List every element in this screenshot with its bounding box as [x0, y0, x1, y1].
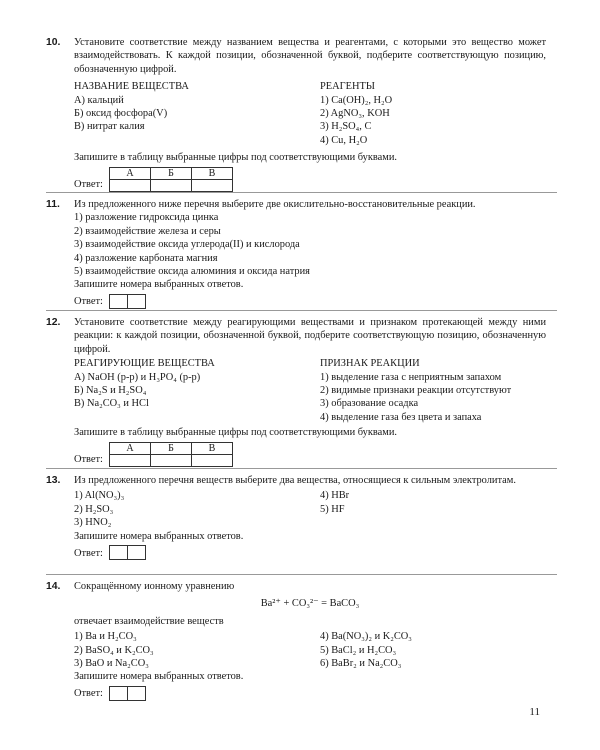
divider [46, 574, 557, 575]
list-item: А) кальций [74, 94, 124, 106]
task-text-continued: отвечает взаимодействие веществ [74, 615, 224, 627]
answer-cell[interactable] [191, 454, 232, 466]
list-item: 5) HF [320, 503, 345, 515]
divider [46, 310, 557, 311]
answer-boxes[interactable] [109, 686, 146, 701]
answer-cell[interactable] [150, 179, 191, 191]
instruction: Запишите номера выбранных ответов. [74, 671, 244, 683]
table-header: А [109, 167, 150, 179]
task-text: Установите соответствие между реагирующими веществами и признаком протекающей между ними реакции: к каждой позиции, обозначенной буквой, подберите соответствующую позицию, обозначенную цифрой. [74, 317, 546, 355]
list-item: 3) H₂SO₄, C [320, 121, 372, 133]
list-item: 1) Al(NO₃)₃ [74, 490, 125, 502]
task-text: Из предложенного перечня веществ выберите два вещества, относящиеся к сильным электролитам. [74, 475, 516, 486]
answer-row [74, 545, 546, 560]
task-text: Установите соответствие между названием вещества и реагентами, с которыми это вещество может взаимодействовать. К каждой позиции, обозначенной буквой, подберите соответствующую позицию, обозначенную цифрой. [74, 37, 546, 75]
instruction: Запишите номера выбранных ответов. [74, 530, 244, 542]
answer-cell[interactable] [191, 179, 232, 191]
divider [46, 468, 557, 469]
list-item: 1) Ba и H₂CO₃ [74, 631, 137, 643]
list-item: 3) BaO и Na₂CO₃ [74, 658, 149, 670]
answer-label: Ответ: [74, 296, 103, 308]
task-number: 13. [46, 475, 61, 486]
divider [46, 192, 557, 193]
instruction: Запишите в таблицу выбранные цифры под соответствующими буквами. [74, 427, 398, 439]
table-header: Б [150, 442, 191, 454]
answer-row [74, 167, 546, 192]
instruction: Запишите номера выбранных ответов. [74, 279, 244, 291]
list-item: 2) взаимодействие железа и серы [74, 225, 221, 237]
answer-boxes[interactable] [109, 545, 146, 560]
left-header: РЕАГИРУЮЩИЕ ВЕЩЕСТВА [74, 358, 215, 370]
list-item: 3) образование осадка [320, 398, 419, 410]
answer-table [109, 167, 233, 192]
list-item: В) нитрат калия [74, 121, 145, 133]
list-item: 1) выделение газа с неприятным запахом [320, 371, 502, 383]
task-text: Из предложенного ниже перечня выберите две окислительно-восстановительные реакции. [74, 199, 476, 210]
list-item: 5) BaCl₂ и H₂CO₃ [320, 644, 397, 656]
task-number: 10. [46, 37, 61, 48]
ionic-equation: Ba²⁺ + CO₃²⁻ = BaCO₃ [260, 598, 360, 610]
answer-row [74, 294, 546, 309]
table-header: В [191, 442, 232, 454]
list-item: 4) Cu, H₂O [320, 134, 368, 146]
list-item: 3) HNO₂ [74, 517, 112, 529]
task-number: 12. [46, 317, 61, 328]
list-item: 4) разложение карбоната магния [74, 252, 218, 264]
answer-table [109, 442, 233, 467]
task-11 [46, 198, 546, 309]
page-number: 11 [529, 706, 540, 718]
list-item: А) NaOH (р-р) и H₃PO₄ (р-р) [74, 371, 201, 383]
instruction: Запишите в таблицу выбранные цифры под соответствующими буквами. [74, 152, 398, 164]
answer-boxes[interactable] [109, 294, 146, 309]
task-12 [46, 316, 546, 467]
answer-cell[interactable] [109, 454, 150, 466]
table-header: Б [150, 167, 191, 179]
answer-label: Ответ: [74, 454, 103, 466]
list-item: 4) HBr [320, 490, 350, 502]
list-item: 4) выделение газа без цвета и запаха [320, 411, 482, 423]
right-header: РЕАГЕНТЫ [320, 81, 375, 93]
table-header: А [109, 442, 150, 454]
list-item: 2) BaSO₄ и K₂CO₃ [74, 644, 154, 656]
right-header: ПРИЗНАК РЕАКЦИИ [320, 358, 420, 370]
list-item: 6) BaBr₂ и Na₂CO₃ [320, 658, 402, 670]
list-item: Б) Na₂S и H₂SO₄ [74, 385, 147, 397]
task-13 [46, 474, 546, 560]
answer-label: Ответ: [74, 688, 103, 700]
list-item: 2) AgNO₃, KOH [320, 108, 390, 120]
list-item: Б) оксид фосфора(V) [74, 108, 168, 120]
answer-row [74, 442, 546, 467]
list-item: 1) разложение гидроксида цинка [74, 212, 219, 224]
list-item: 1) Ca(OH)₂, H₂O [320, 94, 393, 106]
task-14 [46, 580, 546, 701]
answer-label: Ответ: [74, 179, 103, 191]
list-item: 3) взаимодействие оксида углерода(II) и кислорода [74, 239, 300, 251]
task-text: Сокращённому ионному уравнению [74, 581, 235, 592]
list-item: 5) взаимодействие оксида алюминия и оксида натрия [74, 266, 310, 278]
list-item: 4) Ba(NO₃)₂ и K₂CO₃ [320, 631, 412, 643]
task-10 [46, 36, 546, 192]
list-item: В) Na₂CO₃ и HCl [74, 398, 149, 410]
answer-row [74, 686, 546, 701]
answer-label: Ответ: [74, 547, 103, 559]
list-item: 2) видимые признаки реакции отсутствуют [320, 385, 512, 397]
left-header: НАЗВАНИЕ ВЕЩЕСТВА [74, 81, 189, 93]
table-header: В [191, 167, 232, 179]
list-item: 2) H₂SO₃ [74, 503, 114, 515]
answer-cell[interactable] [150, 454, 191, 466]
task-number: 14. [46, 581, 61, 592]
task-number: 11. [46, 199, 60, 210]
answer-cell[interactable] [109, 179, 150, 191]
